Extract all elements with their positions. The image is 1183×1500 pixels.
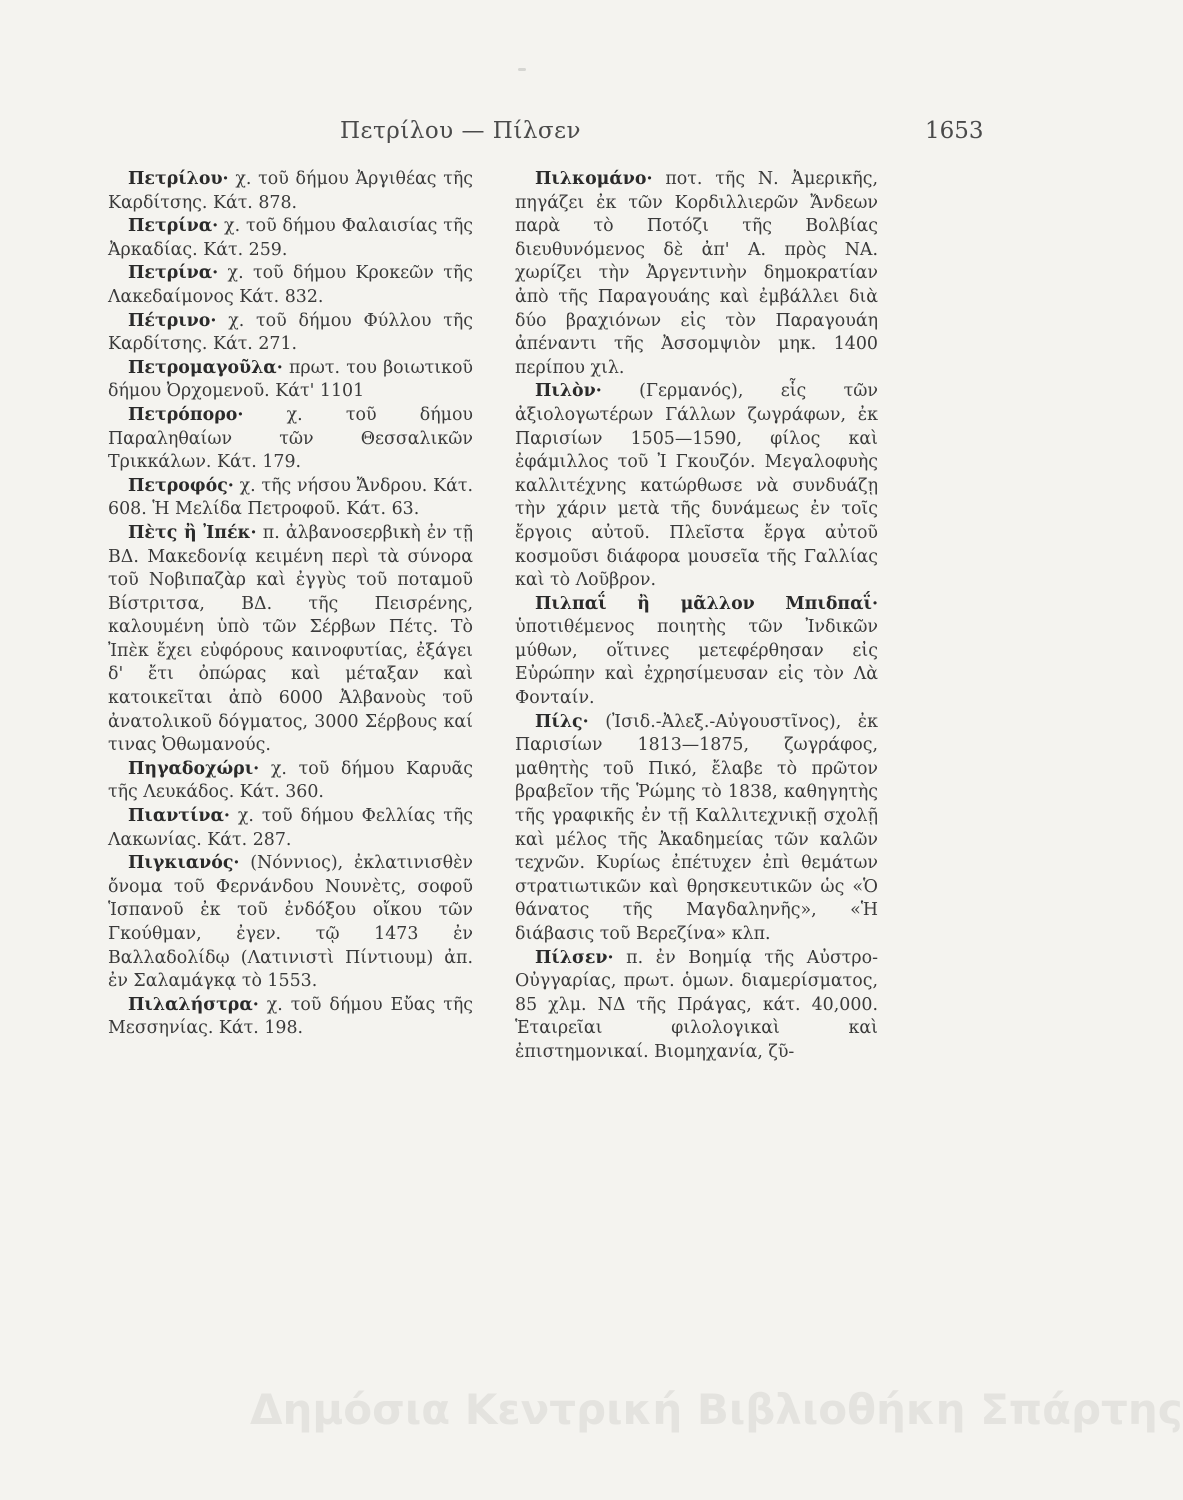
entry [515,947,878,1065]
headword: Πετροφός· [128,475,234,496]
entry-text: (Γερμανός), εἷς τῶν ἀξιολογωτέρων Γάλλων ζωγράφων, ἐκ Παρισίων 1505—1590, φίλος καὶ ἐφάμιλλος τοῦ Ἰ Γκουζόν. Μεγαλοφυὴς καλλιτέχνης κατώρθωσε νὰ συνδυάζῃ τὴν χάριν μετὰ τῆς δυνάμεως ἐν τοῖς ἔργοις αὐτοῦ. Πλεῖστα ἔργα αὐτοῦ κοσμοῦσι διάφορα μουσεῖα τῆς Γαλλίας καὶ τὸ Λοῦβρον. [515,381,878,591]
entry [108,805,473,852]
print-speck [518,68,526,71]
headword: Πετρίνα· [128,216,219,237]
entry [108,852,473,994]
entry [108,758,473,805]
entry-text: πρωτ. του βοιωτικοῦ δήμου Ὀρχομενοῦ. Κάτ' 1101 [108,357,474,402]
entry-text: π. ἐν Βοημίᾳ τῆς Αὐστρο-Οὐγγαρίας, πρωτ. ὁμων. διαμερίσματος, 85 χλμ. ΝΔ τῆς Πράγας, κάτ. 40,000. Ἑταιρεῖαι φιλολογικαὶ καὶ ἐπιστημονικαί. Βιομηχανία, ζῦ- [515,947,879,1062]
headword: Πιλὸν· [535,381,602,402]
entry-text: π. ἀλβανοσερβικὴ ἐν τῇ ΒΔ. Μακεδονίᾳ κειμένη περὶ τὰ σύνορα τοῦ Νοβιπαζὰρ καὶ ἐγγὺς τοῦ ποταμοῦ Βίστριτσα, ΒΔ. τῆς Πεισρένης, καλουμένη ὑπὸ τῶν Σέρβων Πέτς. Τὸ Ἰπὲκ ἔχει εὐφόρους καινοφυτίας, ἐξάγει δ' ἔτι ὀπώρας καὶ μέταξαν καὶ κατοικεῖται ἀπὸ 6000 Ἀλβανοὺς τοῦ ἀνατολικοῦ δόγματος, 3000 Σέρβους καί τινας Ὀθωμανούς. [108,522,473,756]
headword: Πὲτς ἢ Ἰπέκ· [128,522,257,543]
headword: Πιλκομάνο· [535,169,653,189]
entry [515,380,878,592]
entry-text: χ. τοῦ δήμου Φύλλου τῆς Καρδίτσης. Κάτ. 271. [108,310,473,355]
entry [108,262,473,309]
headword: Πίλς· [535,711,589,732]
headword: Πιλπαΐ ἢ μᾶλλον Μπιδπαΐ· [535,593,878,614]
entry-text: ὑποτιθέμενος ποιητὴς τῶν Ἰνδικῶν μύθων, οἵτινες μετεφέρθησαν εἰς Εὐρώπην καὶ ἐχρησίμευσαν εἰς τὸν Λὰ Φονταίν. [515,617,878,709]
entry-text: χ. τῆς νήσου Ἄνδρου. Κάτ. 608. Ἡ Μελίδα Πετροφοῦ. Κάτ. 63. [108,475,473,520]
entry-text: χ. τοῦ δήμου Ἀργιθέας τῆς Καρδίτσης. Κάτ. 878. [108,169,474,213]
headword: Πετρομαγοῦλα· [128,357,283,378]
entry-text: χ. τοῦ δήμου Φαλαισίας τῆς Ἀρκαδίας. Κάτ. 259. [108,216,473,260]
headword: Πιλαλήστρα· [128,994,259,1015]
headword: Πιαντίνα· [128,806,230,827]
headword: Πηγαδοχώρι· [128,758,260,779]
entry [108,404,473,475]
library-watermark: Δημόσια Κεντρική Βιβλιοθήκη Σπάρτης [250,1385,1183,1434]
entry [108,994,473,1041]
headword: Πέτρινο· [128,310,217,331]
entry-text: (Νόννιος), ἐκλατινισθὲν ὄνομα τοῦ Φερνάνδου Νουνὲτς, σοφοῦ Ἱσπανοῦ ἐκ τοῦ ἐνδόξου οἴκου τῶν Γκούθμαν, ἐγεν. τῷ 1473 ἐν Βαλλαδολίδῳ (Λατινιστὶ Πίντιουμ) ἀπ. ἐν Σαλαμάγκᾳ τὸ 1553. [108,853,473,992]
entry-text: χ. τοῦ δήμου Κροκεῶν τῆς Λακεδαίμονος Κάτ. 832. [108,263,474,307]
entry-text: χ. τοῦ δήμου Φελλίας τῆς Λακωνίας. Κάτ. 287. [108,806,474,850]
headword: Πετρόπορο· [128,404,244,425]
headword: Πετρίλου· [128,169,229,189]
entry [515,711,878,947]
page-number: 1653 [925,118,984,144]
running-header: Πετρίλου — Πίλσεν [340,118,582,144]
entry-text: (Ἰσιδ.-Ἀλεξ.-Αὐγουστῖνος), ἐκ Παρισίων 1813—1875, ζωγράφος, μαθητὴς τοῦ Πικό, ἔλαβε τὸ πρῶτον βραβεῖον τῆς Ῥώμης τὸ 1838, καθηγητὴς τῆς γραφικῆς ἐν τῇ Καλλιτεχνικῇ σχολῇ καὶ μέλος τῆς Ἀκαδημείας τῶν καλῶν τεχνῶν. Κυρίως ἐπέτυχεν ἐπὶ θεμάτων στρατιωτικῶν καὶ θρησκευτικῶν ὡς «Ὁ θάνατος τῆς Μαγδαληνῆς», «Ἡ διάβασις τοῦ Βερεζίνα» κλπ. [515,711,878,944]
entry [108,357,473,404]
entry [108,310,473,357]
entry [515,168,878,380]
entry-text: χ. τοῦ δήμου Καρυᾶς τῆς Λευκάδος. Κάτ. 360. [108,758,474,803]
entry-text: χ. τοῦ δήμου Εὔας τῆς Μεσσηνίας. Κάτ. 198. [108,994,474,1039]
right-column [515,168,878,1065]
entry [515,593,878,711]
entry [108,522,473,758]
left-column [108,168,473,1041]
entry [108,475,473,522]
headword: Πιγκιανός· [128,853,240,874]
entry-text: χ. τοῦ δήμου Παραληθαίων τῶν Θεσσαλικῶν Τρικκάλων. Κάτ. 179. [108,404,473,473]
entry [108,168,473,215]
entry [108,215,473,262]
headword: Πετρίνα· [128,263,219,284]
headword: Πίλσεν· [535,947,614,968]
entry-text: ποτ. τῆς Ν. Ἀμερικῆς, πηγάζει ἐκ τῶν Κορδιλλιερῶν Ἄνδεων παρὰ τὸ Ποτόζι τῆς Βολβίας διευθυνόμενος δὲ ἀπ' Α. πρὸς ΝΑ. χωρίζει τὴν Ἀργεντινὴν δημοκρατίαν ἀπὸ τῆς Παραγουάης καὶ ἐμβάλλει διὰ δύο βραχιόνων εἰς τὸν Παραγουάη ἀπέναντι τῆς Ἀσσομψιὸν μηκ. 1400 περίπου χιλ. [515,169,878,378]
